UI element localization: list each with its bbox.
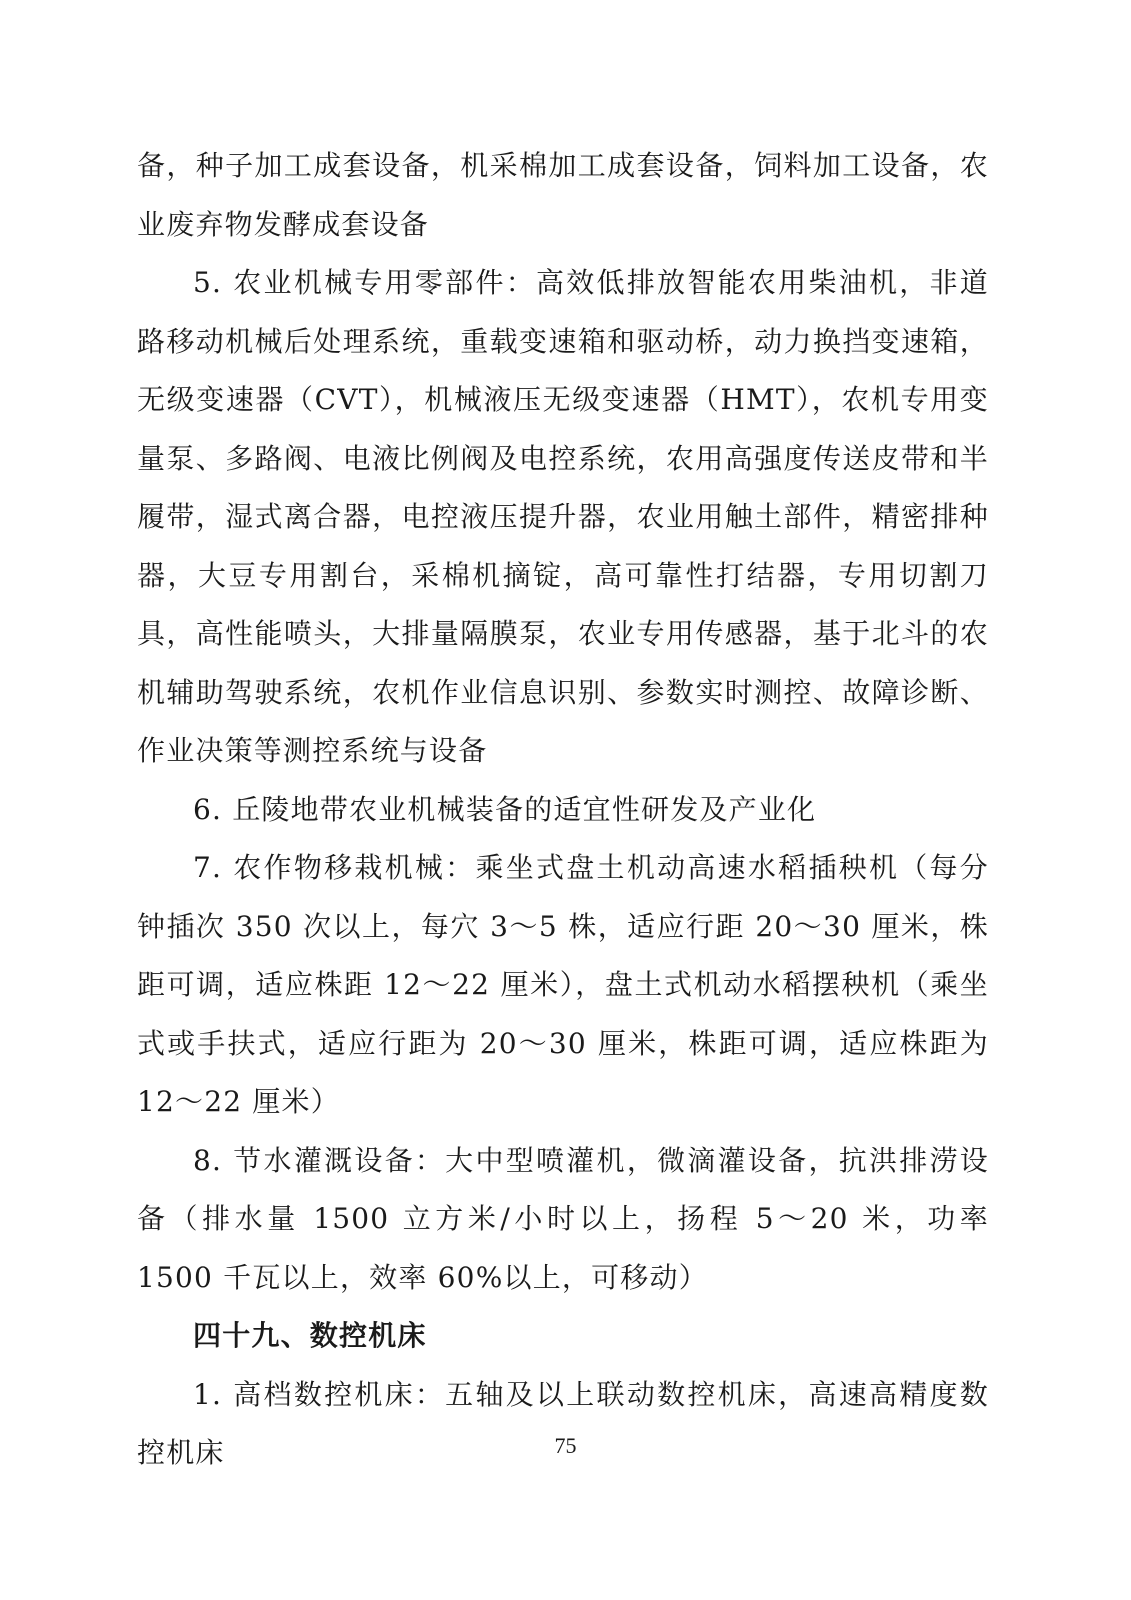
section-heading: 四十九、数控机床 <box>193 1319 427 1352</box>
paragraph-item-8: 8. 节水灌溉设备：大中型喷灌机，微滴灌设备，抗洪排涝设备（排水量 1500 立方米/小时以上，扬程 5～20 米，功率 1500 千瓦以上，效率 60%以上，可移动） <box>137 1143 989 1294</box>
paragraph-continuation: 备，种子加工成套设备，机采棉加工成套设备，饲料加工设备，农业废弃物发酵成套设备 <box>137 149 989 241</box>
page-body <box>137 137 989 1483</box>
paragraph-item-5: 5. 农业机械专用零部件：高效低排放智能农用柴油机，非道路移动机械后处理系统，重载变速箱和驱动桥，动力换挡变速箱，无级变速器（CVT），机械液压无级变速器（HMT），农机专用变量泵、多路阀、电液比例阀及电控系统，农用高强度传送皮带和半履带，湿式离合器，电控液压提升器，农业用触土部件，精密排种器，大豆专用割台，采棉机摘锭，高可靠性打结器，专用切割刀具，高性能喷头，大排量隔膜泵，农业专用传感器，基于北斗的农机辅助驾驶系统，农机作业信息识别、参数实时测控、故障诊断、作业决策等测控系统与设备 <box>137 266 989 767</box>
paragraph-item-1: 1. 高档数控机床：五轴及以上联动数控机床，高速高精度数控机床 <box>137 1377 989 1469</box>
page-number: 75 <box>554 1433 577 1458</box>
paragraph-item-7: 7. 农作物移栽机械：乘坐式盘土机动高速水稻插秧机（每分钟插次 350 次以上，每穴 3～5 株，适应行距 20～30 厘米，株距可调，适应株距 12～22 厘米），盘土式机动水稻摆秧机（乘坐式或手扶式，适应行距为 20～30 厘米，株距可调，适应株距为 12～22 厘米） <box>137 851 989 1118</box>
paragraph-item-6: 6. 丘陵地带农业机械装备的适宜性研发及产业化 <box>193 792 817 826</box>
